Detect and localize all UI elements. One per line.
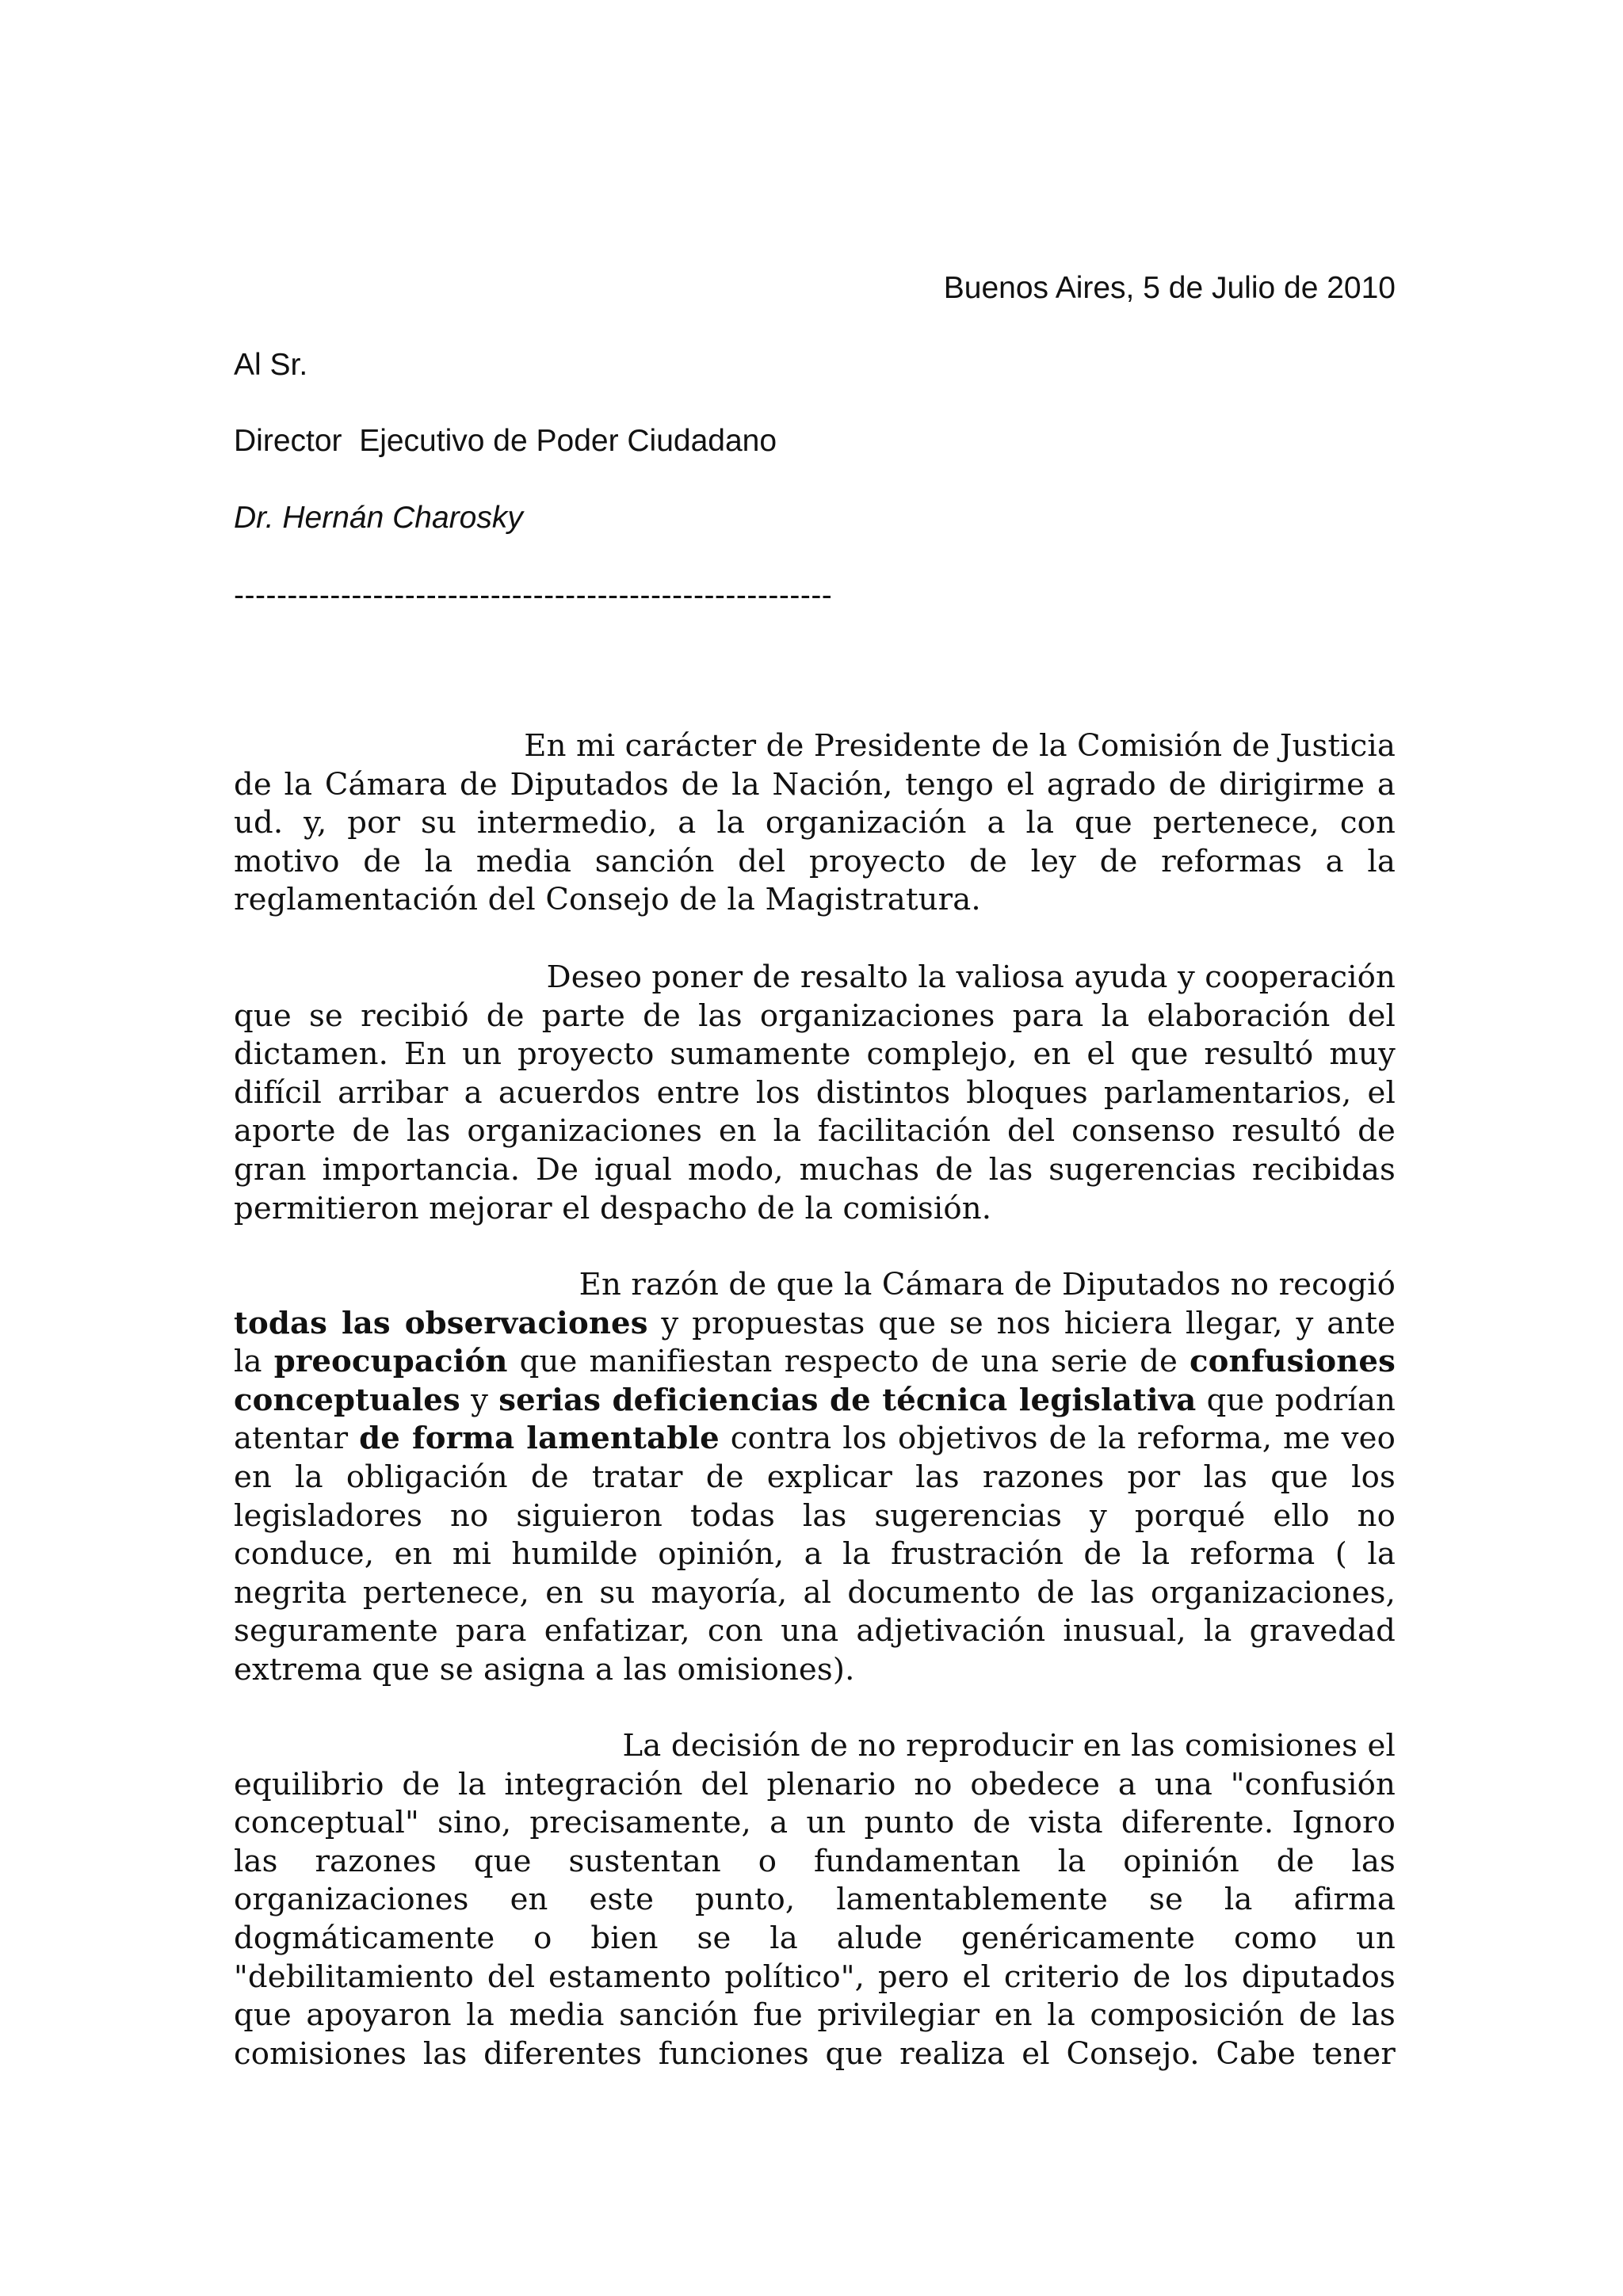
- paragraph-4: [234, 1727, 1396, 2073]
- paragraph-line: En razón de que la Cámara de Diputados no recogió: [284, 1267, 1396, 1302]
- text-run: la: [234, 1344, 274, 1380]
- text-run: atentar: [234, 1421, 360, 1457]
- paragraph-line: aporte de las organizaciones en la facilitación del consenso resultó de: [234, 1113, 1396, 1150]
- paragraph-line: en la obligación de tratar de explicar las razones por las que los: [234, 1459, 1396, 1495]
- paragraph-line: "debilitamiento del estamento político", pero el criterio de los diputados: [234, 1958, 1396, 1995]
- paragraph-1: [234, 727, 1396, 920]
- separator-line: --------------------------------------------------------: [234, 578, 833, 612]
- paragraph-line: motivo de la media sanción del proyecto de ley de reformas a la: [234, 843, 1396, 879]
- paragraph-line: difícil arribar a acuerdos entre los distintos bloques parlamentarios, el: [234, 1074, 1396, 1111]
- bold-emphasis: conceptuales: [234, 1382, 460, 1418]
- paragraph-line: Deseo poner de resalto la valiosa ayuda y cooperación: [261, 959, 1396, 995]
- paragraph-2: [234, 959, 1396, 1228]
- paragraph-3: [234, 1266, 1396, 1690]
- paragraph-line: conceptual" sino, precisamente, a un punto de vista diferente. Ignoro: [234, 1805, 1396, 1841]
- text-run: que podrían: [1196, 1382, 1396, 1418]
- text-run: y propuestas que se nos hiciera llegar, y ante: [647, 1305, 1396, 1341]
- paragraph-line: La decisión de no reproducir en las comisiones el: [327, 1728, 1396, 1764]
- paragraph-line: [234, 1305, 1396, 1344]
- bold-emphasis: de forma lamentable: [359, 1421, 720, 1457]
- paragraph-line: En mi carácter de Presidente de la Comisión de Justicia: [239, 728, 1396, 764]
- paragraph-line: que se recibió de parte de las organizaciones para la elaboración del: [234, 997, 1396, 1034]
- paragraph-line: [234, 1382, 1396, 1421]
- paragraph-line: [234, 1420, 1396, 1459]
- paragraph-line: que apoyaron la media sanción fue privilegiar en la composición de las: [234, 1997, 1396, 2034]
- paragraph-line: conduce, en mi humilde opinión, a la frustración de la reforma ( la: [234, 1536, 1396, 1573]
- paragraph-line: reglamentación del Consejo de la Magistratura.: [234, 882, 981, 918]
- paragraph-line: seguramente para enfatizar, con una adjetivación inusual, la gravedad: [234, 1613, 1396, 1650]
- paragraph-line: comisiones las diferentes funciones que realiza el Consejo. Cabe tener: [234, 2035, 1396, 2072]
- letter-date: Buenos Aires, 5 de Julio de 2010: [943, 271, 1396, 305]
- paragraph-line: de la Cámara de Diputados de la Nación, tengo el agrado de dirigirme a: [234, 766, 1396, 803]
- paragraph-line: negrita pertenece, en su mayoría, al documento de las organizaciones,: [234, 1574, 1396, 1611]
- text-run: contra los objetivos de la reforma, me veo: [719, 1421, 1396, 1457]
- bold-emphasis: preocupación: [273, 1344, 508, 1380]
- bold-emphasis: serias deficiencias de técnica legislativa: [498, 1382, 1197, 1418]
- paragraph-line: las razones que sustentan o fundamentan la opinión de las: [234, 1843, 1396, 1879]
- text-run: que manifiestan respecto de una serie de: [507, 1344, 1190, 1380]
- paragraph-line: gran importancia. De igual modo, muchas de las sugerencias recibidas: [234, 1151, 1396, 1188]
- paragraph-line: organizaciones en este punto, lamentablemente se la afirma: [234, 1882, 1396, 1918]
- recipient-salutation: Al Sr.: [234, 348, 308, 382]
- paragraph-line: permitieron mejorar el despacho de la comisión.: [234, 1190, 992, 1226]
- recipient-name: Dr. Hernán Charosky: [234, 501, 523, 535]
- recipient-title: Director Ejecutivo de Poder Ciudadano: [234, 424, 777, 458]
- bold-emphasis: confusiones: [1190, 1344, 1396, 1380]
- paragraph-line: legisladores no siguieron todas las sugerencias y porqué ello no: [234, 1497, 1396, 1534]
- paragraph-line: dictamen. En un proyecto sumamente complejo, en el que resultó muy: [234, 1036, 1396, 1073]
- paragraph-line: ud. y, por su intermedio, a la organización a la que pertenece, con: [234, 805, 1396, 841]
- paragraph-line: [234, 1343, 1396, 1382]
- bold-emphasis: todas las observaciones: [234, 1305, 648, 1341]
- paragraph-line: equilibrio de la integración del plenario no obedece a una "confusión: [234, 1766, 1396, 1802]
- paragraph-line: dogmáticamente o bien se la alude genéricamente como un: [234, 1920, 1396, 1956]
- text-run: y: [460, 1382, 499, 1418]
- paragraph-line: extrema que se asigna a las omisiones).: [234, 1651, 855, 1688]
